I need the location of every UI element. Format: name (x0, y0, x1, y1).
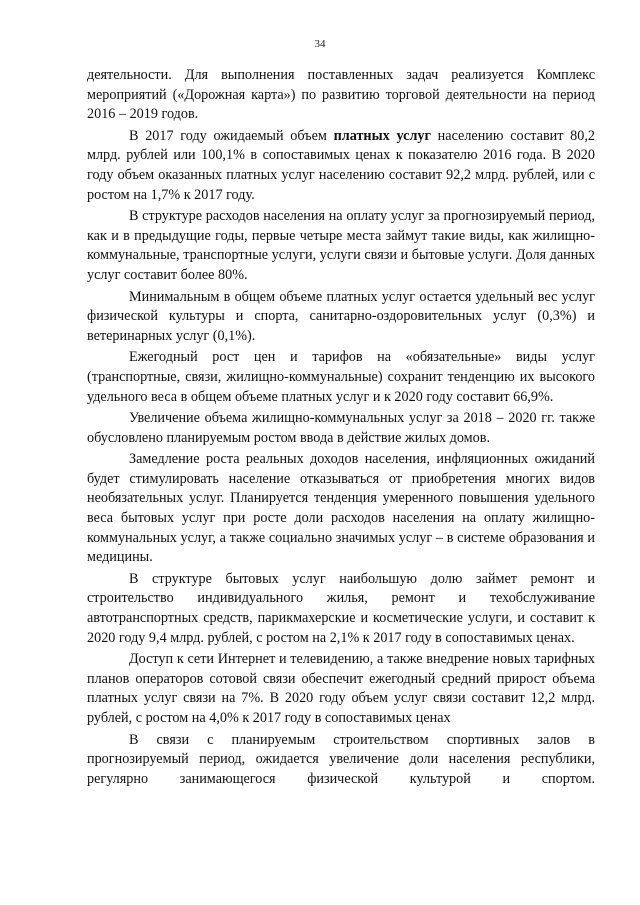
paragraph-sports-facilities: В связи с планируемым строительством спортивных залов в прогнозируемый период, ожидается увеличение доли населения республики, регулярно занимающегося физической культурой и спортом. (87, 731, 595, 787)
paragraph-minimal-share: Минимальным в общем объеме платных услуг остается удельный вес услуг физической культуры и спорта, санитарно-оздоровительных услуг (0,3%) и ветеринарных услуг (0,1%). (87, 288, 595, 344)
paragraph-housing-services: Увеличение объема жилищно-коммунальных услуг за 2018 – 2020 гг. также обусловлено планируемым ростом ввода в действие жилых домов. (87, 410, 595, 446)
paragraph-income-slowdown: Замедление роста реальных доходов населения, инфляционных ожиданий будет стимулировать население отказываться от приобретения многих видов необязательных услуг. Планируется тенденция умеренного повышения удельного веса бытовых услуг при росте доли расходов населения на оплату жилищно-коммунальных услуг, а также социально значимых услуг – в системе образования и медицины. (87, 451, 595, 566)
page-number: 34 (314, 38, 326, 50)
paid-services-term: платных услуг (333, 127, 431, 144)
paragraph-paid-services-volume (87, 127, 595, 205)
paragraph-price-growth: Ежегодный рост цен и тарифов на «обязательные» виды услуг (транспортные, связи, жилищно-коммунальные) сохранит тенденцию их высокого удельного веса в общем объеме платных услуг и к 2020 году составит 66,9%. (87, 349, 595, 405)
paragraph-text-after: населению составит 80,2 млрд. рублей или 100,1% в сопоставимых ценах к показателю 2016 года. В 2020 году объем оказанных платных услуг населению составит 92,2 млрд. рублей, или с ростом на 1,7% к 2017 году. (87, 127, 596, 203)
document-body (87, 66, 595, 791)
paragraph-communication-services: Доступ к сети Интернет и телевидению, а также внедрение новых тарифных планов операторов сотовой связи обеспечит ежегодный средний прирост объема платных услуг связи на 7%. В 2020 году объем услуг связи составит 12,2 млрд. рублей, с ростом на 4,0% к 2017 году в сопоставимых ценах (87, 651, 595, 726)
paragraph-household-services: В структуре бытовых услуг наибольшую долю займет ремонт и строительство индивидуального жилья, ремонт и техобслуживание автотранспортных средств, парикмахерские и косметические услуги, и составит к 2020 году 9,4 млрд. рублей, с ростом на 2,1% к 2017 году в сопоставимых ценах. (87, 570, 595, 646)
paragraph-trade-roadmap: деятельности. Для выполнения поставленных задач реализуется Комплекс мероприятий («Дорожная карта») по развитию торговой деятельности на период 2016 – 2019 годов. (87, 67, 595, 123)
paragraph-expense-structure: В структуре расходов населения на оплату услуг за прогнозируемый период, как и в предыдущие годы, первые четыре места займут такие виды, как жилищно-коммунальные, транспортные услуги, услуги связи и бытовые услуги. Доля данных услуг составит более 80%. (87, 208, 595, 283)
paragraph-text-before: В 2017 году ожидаемый объем (129, 127, 334, 144)
